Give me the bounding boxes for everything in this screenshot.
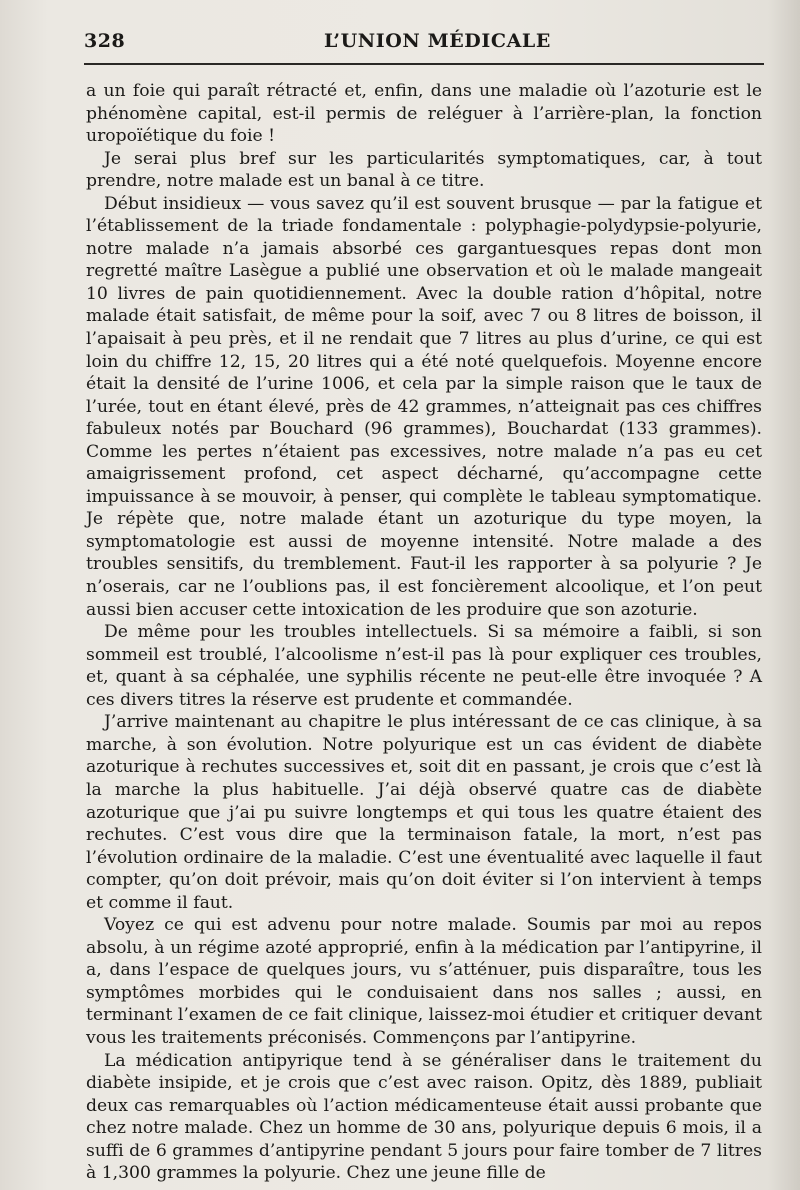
paragraph-6: Voyez ce qui est advenu pour notre malade. Soumis par moi au repos absolu, à un régime azoté approprié, enfin à la médication par l’antipyrine, il a, dans l’espace de quelques jours, vu s’atténuer, puis disparaître, tous les symptômes morbides qui le conduisaient dans nos salles ; aussi, en terminant l’examen de ce fait clinique, laissez-moi étudier et critiquer devant vous les traitements préconisés. Commençons par l’antipyrine. <box>86 915 762 1048</box>
paragraph-1: a un foie qui paraît rétracté et, enfin, dans une maladie où l’azoturie est le phénomène capital, est-il permis de reléguer à l’arrière-plan, la fonction uropoïétique du foie ! <box>86 81 762 147</box>
paragraph-3: Début insidieux — vous savez qu’il est souvent brusque — par la fatigue et l’établissement de la triade fondamentale : polyphagie-polydypsie-polyurie, notre malade n’a jamais absorbé ces gargantuesques repas dont mon regretté maître Lasègue a publié une observation et où le malade mangeait 10 livres de pain quotidiennement. Avec la double ration d’hôpital, notre malade était satisfait, de même pour la soif, avec 7 ou 8 litres de boisson, il l’apaisait à peu près, et il ne rendait que 7 litres au plus d’urine, ce qui est loin du chiffre 12, 15, 20 litres qui a été noté quelquefois. Moyenne encore était la densité de l’urine 1006, et cela par la simple raison que le taux de l’urée, tout en étant élevé, près de 42 grammes, n’atteignait pas ces chiffres fabuleux notés par Bouchard (96 grammes), Bouchardat (133 grammes). Comme les pertes n’étaient pas excessives, notre malade n’a pas eu cet amaigrissement profond, cet aspect décharné, qu’accompagne cette impuissance à se mouvoir, à penser, qui complète le tableau symptomatique. Je répète que, notre malade étant un azoturique du type moyen, la symptomatologie est aussi de moyenne intensité. Notre malade a des troubles sensitifs, du tremblement. Faut-il les rapporter à sa polyurie ? Je n’oserais, car ne l’oublions pas, il est foncièrement alcoolique, et l’on peut aussi bien accuser cette intoxication de les produire que son azoturie. <box>86 193 762 620</box>
paragraph-5: J’arrive maintenant au chapitre le plus intéressant de ce cas clinique, à sa marche, à son évolution. Notre polyurique est un cas évident de diabète azoturique à rechutes successives et, soit dit en passant, je crois que c’est là la marche la plus habituelle. J’ai déjà observé quatre cas de diabète azoturique que j’ai pu suivre longtemps et qui tous les quatre étaient des rechutes. C’est vous dire que la terminaison fatale, la mort, n’est pas l’évolution ordinaire de la maladie. C’est une éventualité avec laquelle il faut compter, qu’on doit prévoir, mais qu’on doit éviter si l’on intervient à temps et comme il faut. <box>86 712 762 913</box>
running-title: L’UNION MÉDICALE <box>324 30 551 52</box>
header-rule <box>84 63 764 65</box>
paragraph-2: Je serai plus bref sur les particularités symptomatiques, car, à tout prendre, notre malade est un banal à ce titre. <box>86 148 762 192</box>
paragraph-7: La médication antipyrique tend à se généraliser dans le traitement du diabète insipide, et je crois que c’est avec raison. Opitz, dès 1889, publiait deux cas remarquables où l’action médicamenteuse était aussi probante que chez notre malade. Chez un homme de 30 ans, polyurique depuis 6 mois, il a suffi de 6 grammes d’antipyrine pendant 5 jours pour faire tomber de 7 litres à 1,300 grammes la polyurie. Chez une jeune fille de <box>86 1050 762 1184</box>
page-header <box>84 30 764 60</box>
page-number: 328 <box>84 30 126 52</box>
body-text <box>86 80 762 1185</box>
paragraph-4: De même pour les troubles intellectuels. Si sa mémoire a faibli, si son sommeil est troublé, l’alcoolisme n’est-il pas là pour expliquer ces troubles, et, quant à sa céphalée, une syphilis récente ne peut-elle être invoquée ? A ces divers titres la réserve est prudente et commandée. <box>86 622 762 710</box>
